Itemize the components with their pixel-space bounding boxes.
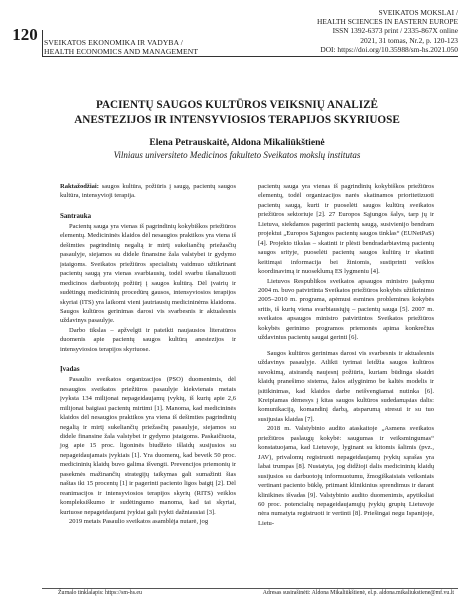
article-title <box>30 98 444 128</box>
correspondence-address: Adresas susirašinėti: Aldona Mikaliūkštienė, el.p. aldona.mikaliukstiene@mf.vu.lt <box>262 590 454 596</box>
summary-paragraph: Darbo tikslas – apžvelgti ir pateikti naujausios literatūros duomenis apie pacientų saugos kultūrą anestezijos ir intensyviosios terapijos skyriuose. <box>60 326 236 353</box>
journal-info-line: DOI: https://doi.org/10.35988/sm-hs.2021.050 <box>320 44 458 54</box>
summary-paragraph: Pacientų sauga yra vienas iš pagrindinių kokybiškos priežiūros elementų. Medicininės klaidos dėl nesaugios praktikos yra viena iš dešimties pagrindinių negalią ir mirtį sukeliančių priežasčių pasaulyje, siejamos su didele finansine žala valstybei ir gydymo įstaigoms. Sveikatos priežiūros specialistų vaidmuo užtikrinant pacientų saugą yra vienas svarbiausių, todėl svarbu išanalizuoti medicinos darbuotojų požiūrį į saugos kultūrą. Dėl įvairių ir sudėtingų medicininių procedūrų gausos, intensyviosios terapijos skyriai (ITS) yra laikomi vieni jautriausių medicininėms klaidoms. Saugos kultūros gerinimas darosi vis svarbesnis ir aktualesnis uždavinys pasaulyje. <box>60 222 236 325</box>
summary-heading: Santrauka <box>60 212 92 220</box>
journal-section-line1: SVEIKATOS EKONOMIKA IR VADYBA / <box>44 38 183 47</box>
body-paragraph: 2018 m. Valstybinio audito ataskaitoje „Asmens sveikatos priežiūros paslaugų kokybė: saugumas ir veiksmingumas“ konstatuojama, kad Lietuvoje, lyginant su kitomis šalimis (pvz., JAV), privalomų registruoti nepageidaujamų įvykių sąrašas yra labai trumpas [8]. Nustatyta, jog didžioji dalis medicininių klaidų susijusios su darbuotojų informuotumu, žmogiškaisiais veiksniais vertinant paciento būklę, priimant klinikinius sprendimus ir darant klinikines išvadas [9]. Valstybinio audito duomenimis, apytiksliai 60 proc. potencialių nepageidaujamųjų įvykių grupių Lietuvoje nėra numatyta registruoti ir vertinti [8]. Priešingai negu Ispanijoje, Lietu- <box>258 425 434 527</box>
left-column <box>60 182 236 527</box>
journal-section-line2: HEALTH ECONOMICS AND MANAGEMENT <box>44 47 199 57</box>
authors: Elena Petrauskaitė, Aldona Mikaliūkštienė <box>149 137 325 148</box>
footer-rule <box>42 588 458 589</box>
journal-info-line: SVEIKATOS MOKSLAI / <box>378 8 458 17</box>
affiliation: Vilniaus universiteto Medicinos fakulteto Sveikatos mokslų institutas <box>113 150 361 160</box>
header-rule <box>42 56 458 57</box>
right-column <box>258 182 434 528</box>
journal-section-title <box>44 38 198 57</box>
journal-website: Žurnalo tinklalapis: https://sm-hs.eu <box>58 590 142 596</box>
keywords-label: Raktažodžiai: <box>60 183 99 190</box>
journal-info-line: 2021, 31 tomas, Nr.2, p. 120-123 <box>360 35 458 45</box>
intro-heading: Įvadas <box>60 366 80 374</box>
journal-info-line: ISSN 1392-6373 print / 2335-867X online <box>332 26 458 36</box>
journal-info-block <box>317 8 458 54</box>
body-paragraph: Saugos kultūros gerinimas darosi vis svarbesnis ir aktualesnis uždavinys pasaulyje. Atlikti tyrimai leidžia saugos kultūros suvokimą, atsirandą naujesnį požiūris, kuriam būdinga skaidri klaidų pranešimo sistema, žalos atlyginimo be kaltės modelis ir įsitikinimas, kad klaidos darbe neišvengiamai nutinka [6]. Kreipiamas dėmesys į kitas saugos kultūros sudedamąsias dalis: komunikaciją, komandinį darbą, atsparumą stresui ir su tuo susijusias klaidas [7]. <box>258 349 434 423</box>
body-paragraph: pacientų sauga yra vienas iš pagrindinių kokybiškos priežiūros elementų, todėl organizacijos narės skatinamos prioritetizuoti pacientų saugą, kurti ir puoselėti saugos kultūrą sveikatos priežiūros sektoriuje [2]. 27 Europos Sąjungos šalys, tarp jų ir Lietuva, siekdamos pagerinti pacientų saugą, susivienijo bendram projektui „Europos Sąjungos pacientų saugos tinklas“ (EUNetPaS) [4]. Projekto tikslas – skatinti ir plėsti bendradarbiavimą pacientų saugos srityje, puoselėti pacientų saugos kultūrą ir skatinti keitimąsi informacija bei žiniomis, sustiprinti veiklos koordinavimą ir nuoseklumą ES lygmeniu [4]. <box>258 183 434 276</box>
header-divider-vertical <box>42 30 43 56</box>
journal-info-line: HEALTH SCIENCES IN EASTERN EUROPE <box>317 17 458 27</box>
intro-paragraph: Pasaulio sveikatos organizacijos (PSO) duomenimis, dėl nesaugios sveikatos priežiūros pasaulyje kiekvienais metais įvyksta 134 milijonai nepageidaujamų įvykių, iš kurių apie 2,6 milijonai baigiasi pacientų mirtimi [1]. Manoma, kad medicininės klaidos dėl nesaugios praktikos yra viena iš dešimties pagrindinių negalią ir mirtį sukeliančių priežasčių pasaulyje, siejamos su didele finansine žala valstybei ir gydymo įstaigoms. Paskaičiuota, jog apie 15 proc. ligoninės biudžeto išlaidų susijusios su nepageidaujamais įvykiais [1]. Yra duomenų, kad beveik 50 proc. medicininių klaidų buvo galima išvengti. Prevencijos priemonių ir pasekmės mažinančių strategijų taikymas gali sumažinti šias naštas iki 15 procentų [1] ir pagerinti paciento ligos baigtį [2]. Dėl reanimacijos ir intensyviosios terapijos skyrių (RITS) veiklos kompleksiškumo ir sudėtingumo manoma, kad tai skyriai, kuriuose nepageidaujami įvykiai gali įvykti dažniausiai [3]. <box>60 376 236 516</box>
intro-paragraph: 2019 metais Pasaulio sveikatos asamblėja nutarė, jog <box>69 518 209 526</box>
keywords <box>60 182 236 201</box>
body-paragraph: Lietuvos Respublikos sveikatos apsaugos ministro įsakymu 2004 m. buvo patvirtinta Sveikatos priežiūros kokybės užtikrinimo 2005–2010 m. programa, apėmusi esmines problemines kokybės sritis, iš kurių viena svarbiausiųjų – pacientų sauga [5]. 2007 m. sveikatos apsaugos ministro patvirtintos Sveikatos priežiūros kokybės gerinimo programos priemonės apima konkrečius uždavinius pacientų saugai gerinti [6]. <box>258 277 434 342</box>
keywords-text: saugos kultūra, požiūris į saugą, pacientų saugos kultūra, intensyvioji terapija. <box>60 183 236 200</box>
article-title-line1: PACIENTŲ SAUGOS KULTŪROS VEIKSNIŲ ANALIZĖ <box>95 99 379 111</box>
article-title-line2: ANESTEZIJOS IR INTENSYVIOSIOS TERAPIJOS SKYRIUOSE <box>74 114 400 126</box>
page-number: 120 <box>12 25 38 44</box>
